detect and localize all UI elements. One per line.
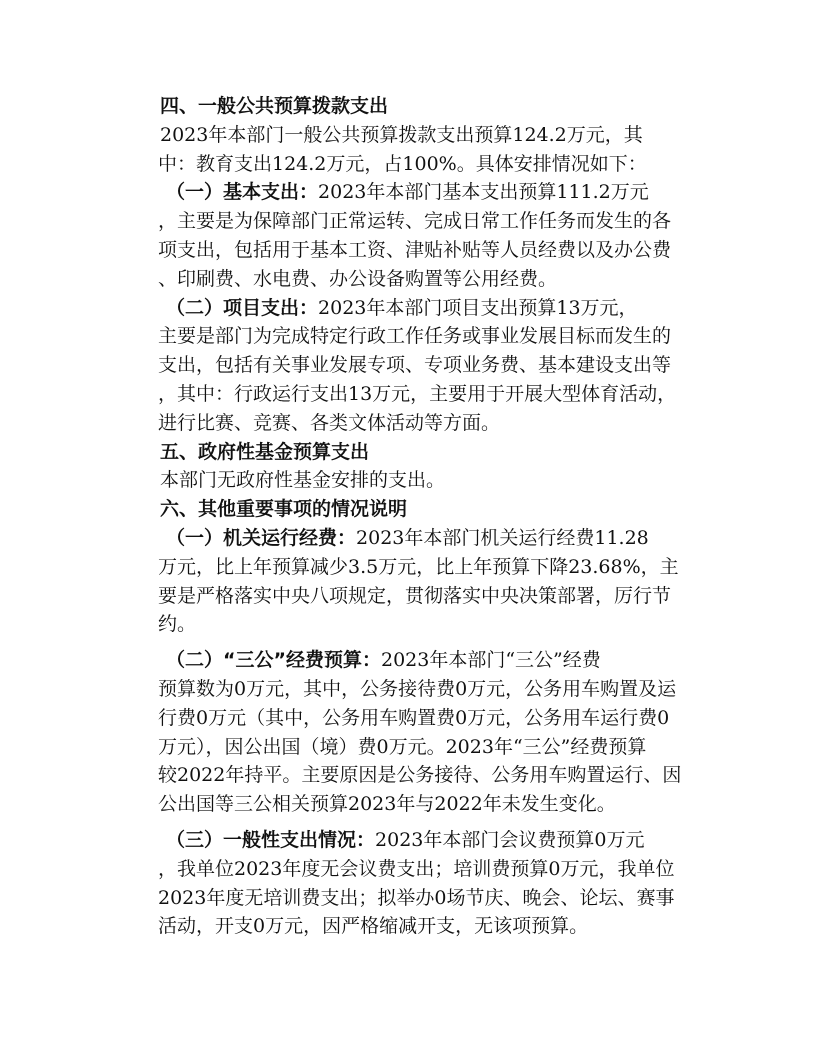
section-heading-5: 五、政府性基金预算支出: [160, 440, 370, 463]
paragraph-line: 预算数为0万元，其中，公务接待费0万元，公务用车购置及运: [158, 677, 677, 700]
organ-expense-first-line: [160, 524, 700, 553]
basic-expense-text: 2023年本部门基本支出预算111.2万元: [318, 181, 649, 204]
document-body: [160, 92, 700, 941]
sangong-expense-text: 2023年本部门“三公”经费: [380, 649, 601, 672]
paragraph-line: 行费0万元（其中，公务用车购置费0万元，公务用车运行费0: [158, 706, 670, 729]
paragraph-line: 较2022年持平。主要原因是公务接待、公务用车购置运行、因: [158, 764, 682, 787]
general-expense-text: 2023年本部门会议费预算0万元: [375, 828, 645, 851]
basic-expense-first-line: [160, 178, 700, 207]
sangong-expense-first-line: [160, 646, 700, 675]
project-expense-label: （二）项目支出：: [166, 296, 319, 319]
paragraph-line: 活动，开支0万元，因严格缩减开支，无该项预算。: [158, 915, 589, 938]
general-expense-label: （三）一般性支出情况：: [166, 828, 376, 851]
paragraph-line: ，我单位2023年度无会议费支出；培训费预算0万元，我单位: [158, 857, 675, 880]
project-expense-text: 2023年本部门项目支出预算13万元，: [318, 296, 638, 319]
organ-expense-text: 2023年本部门机关运行经费11.28: [356, 526, 649, 549]
basic-expense-label: （一）基本支出：: [166, 181, 319, 204]
paragraph-line: 公出国等三公相关预算2023年与2022年未发生变化。: [158, 793, 616, 816]
paragraph-line: 中：教育支出124.2万元，占100%。具体安排情况如下：: [158, 152, 647, 175]
sangong-expense-label: （二）“三公”经费预算：: [166, 649, 381, 672]
paragraph-line: 2023年本部门一般公共预算拨款支出预算124.2万元，其: [160, 123, 643, 146]
spacer: [160, 819, 700, 826]
project-expense-first-line: [160, 294, 700, 323]
paragraph-line: ，其中：行政运行支出13万元，主要用于开展大型体育活动，: [158, 382, 677, 405]
paragraph-line: 本部门无政府性基金安排的支出。: [160, 469, 446, 492]
paragraph-line: 项支出，包括用于基本工资、津贴补贴等人员经费以及办公费: [158, 238, 672, 261]
spacer: [160, 639, 700, 646]
paragraph-line: 主要是部门为完成特定行政工作任务或事业发展目标而发生的: [158, 325, 672, 348]
paragraph-line: 支出，包括有关事业发展专项、专项业务费、基本建设支出等: [158, 354, 672, 377]
paragraph-line: 约。: [158, 613, 197, 636]
paragraph-line: 万元），因公出国（境）费0万元。2023年“三公”经费预算: [158, 735, 647, 758]
paragraph-line: 2023年度无培训费支出；拟举办0场节庆、晚会、论坛、赛事: [158, 886, 675, 909]
paragraph-line: 、印刷费、水电费、办公设备购置等公用经费。: [158, 267, 558, 290]
general-expense-first-line: [160, 826, 700, 855]
paragraph-line: ，主要是为保障部门正常运转、完成日常工作任务而发生的各: [158, 210, 672, 233]
paragraph-line: 要是严格落实中央八项规定，贯彻落实中央决策部署，厉行节: [158, 584, 672, 607]
section-heading-6: 六、其他重要事项的情况说明: [160, 498, 408, 521]
paragraph-line: 万元，比上年预算减少3.5万元，比上年预算下降23.68%，主: [158, 555, 679, 578]
paragraph-line: 进行比赛、竞赛、各类文体活动等方面。: [158, 411, 501, 434]
section-heading-4: 四、一般公共预算拨款支出: [160, 95, 389, 117]
organ-expense-label: （一）机关运行经费：: [166, 526, 357, 549]
